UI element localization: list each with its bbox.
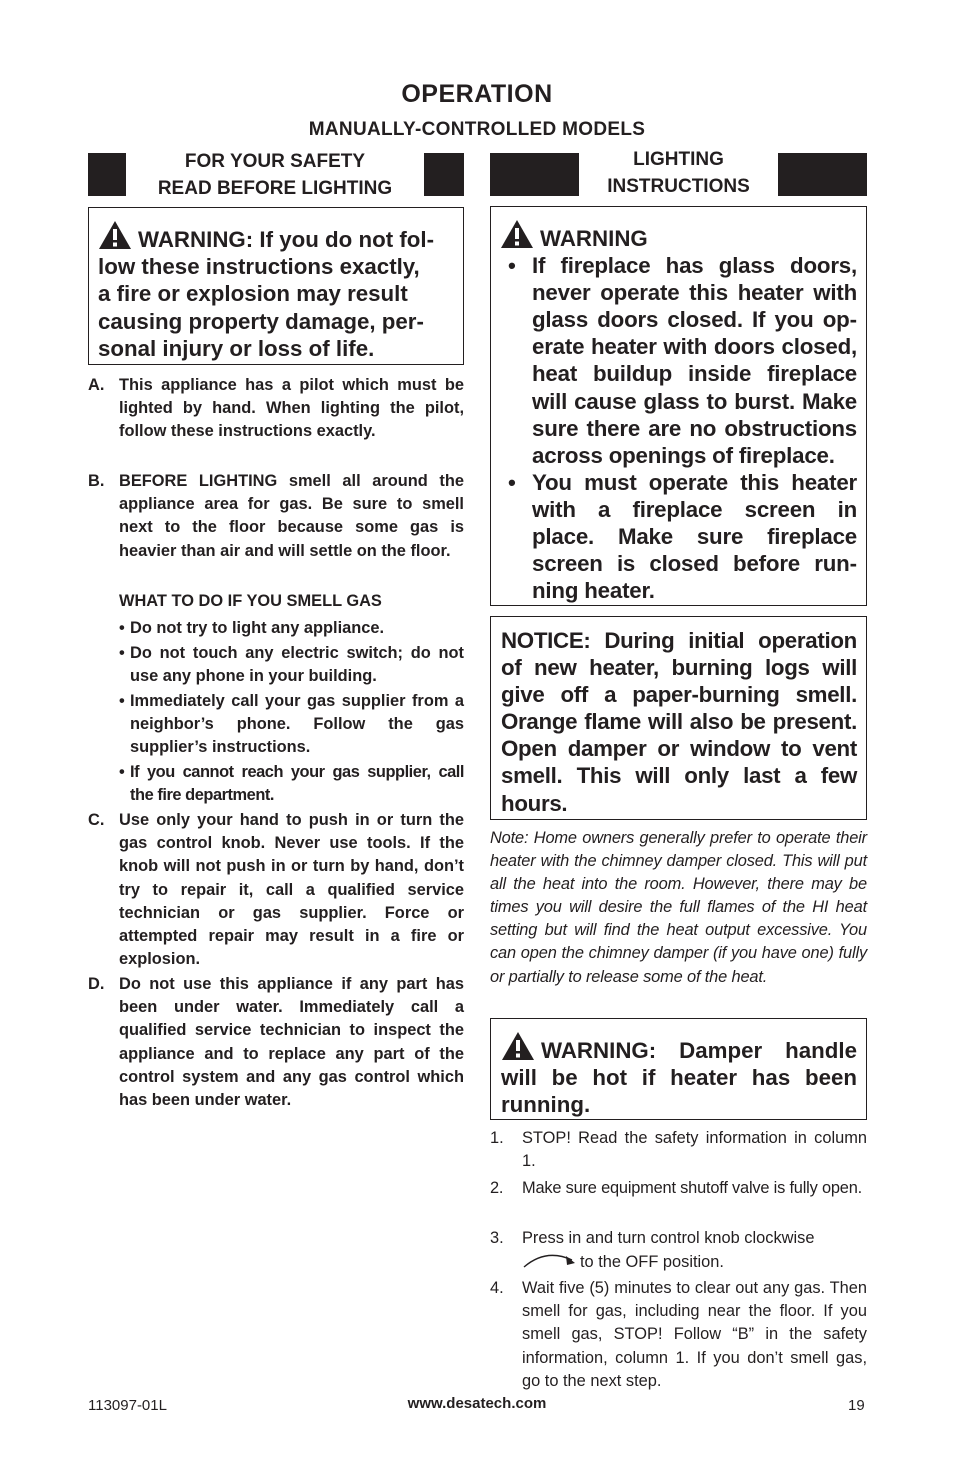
warning-bullet: • You must operate this heater with a fireplace screen in place. Make sure fireplace screen is closed before running heater.: [508, 469, 857, 604]
document-number: 113097-01L: [88, 1397, 167, 1414]
smell-gas-bullet: • If you cannot reach your gas supplier, call the fire department.: [119, 763, 464, 805]
instruction-item-a: A. This appliance has a pilot which must be lighted by hand. When lighting the pilot, follow these instructions exactly.: [88, 376, 464, 441]
section-header-lighting: LIGHTING INSTRUCTIONS: [607, 149, 750, 197]
instruction-item-c: C. Use only your hand to push in or turn the gas control knob. Never use tools. If the knob will not push in or turn by hand, don’t try to repair it, call a qualified service technician or gas supplier. Force or attempted repair may result in a fire or explosion.: [88, 811, 464, 969]
section-header-safety: FOR YOUR SAFETY READ BEFORE LIGHTING: [157, 151, 393, 199]
page-title: OPERATION: [401, 80, 553, 108]
warning-bullet: • If fireplace has glass doors, never operate this heater with glass doors closed. If you operate heater with doors closed, heat buildup inside fireplace will cause glass to burst. Make sure there are no obstructions across openings of fireplace.: [508, 253, 857, 468]
smell-gas-bullet: • Do not touch any electric switch; do not use any phone in your building.: [119, 644, 464, 686]
smell-gas-bullet: • Immediately call your gas supplier from a neighbor’s phone. Follow the gas supplier’s instructions.: [119, 692, 464, 757]
lighting-step-3: 3. Press in and turn control knob clockwise to the OFF position.: [490, 1229, 815, 1272]
page-subtitle: MANUALLY-CONTROLLED MODELS: [308, 119, 646, 140]
smell-gas-heading: WHAT TO DO IF YOU SMELL GAS: [119, 592, 382, 610]
header-bar-right-a: [490, 153, 579, 196]
warning-box-damper: WARNING: Damper handle will be hot if heater has been running.: [490, 1018, 867, 1120]
warning-box-explosion: WARNING: If you do not fol- low these instructions exactly, a fire or explosion may result causing property damage, per- sonal injury or loss of life.: [88, 207, 464, 365]
lighting-step-4: 4. Wait five (5) minutes to clear out any gas. Then smell for gas, including near the floor. If you smell gas, STOP! Follow “B” in the safety information, column 1. If you don’t smell gas, go to the next step.: [490, 1279, 867, 1390]
instruction-item-d: D. Do not use this appliance if any part has been under water. Immediately call a qualified service technician to inspect the appliance and to replace any part of the control system and any gas control which has been under water.: [88, 975, 464, 1110]
clockwise-arrow-icon: [522, 1250, 580, 1270]
warning-triangle-icon: [501, 1031, 535, 1061]
page-number: 19: [848, 1397, 865, 1414]
homeowner-note: Note: Home owners generally prefer to operate their heater with the chimney damper closed. This will put all the heat into the room. However, there may be times you will desire the full flames of the HI heat setting but will find the heat output excessive. You can open the chimney damper (if you have one) fully or partially to release some of the heat.: [490, 829, 867, 986]
website-link[interactable]: www.desatech.com: [407, 1395, 547, 1412]
warning-triangle-icon: [500, 219, 534, 249]
notice-box: NOTICE: During initial operation of new heater, burning logs will give off a paper-burning smell. Orange flame will also be present. Open damper or window to vent smell. This will only last a few hours.: [490, 616, 867, 820]
instruction-item-b: B. BEFORE LIGHTING smell all around the appliance area for gas. Be sure to smell next to the floor because some gas is heavier than air and will settle on the floor.: [88, 472, 464, 560]
header-bar-left-b: [424, 153, 464, 196]
lighting-step-1: 1. STOP! Read the safety information in column 1.: [490, 1129, 867, 1171]
smell-gas-bullet: • Do not try to light any appliance.: [119, 619, 385, 637]
warning-box-glass-doors: WARNING • If fireplace has glass doors, never operate this heater with glass doors closed. If you operate heater with doors closed, heat buildup inside fireplace will cause glass to burst. Make sure there are no obstructions across openings of fireplace. • You must operate this heater with a fireplace screen in place. Make sure fireplace screen is closed before running heater.: [490, 206, 867, 606]
warning-triangle-icon: [98, 220, 132, 250]
header-bar-right-b: [778, 153, 867, 196]
header-bar-left-a: [88, 153, 126, 196]
lighting-step-2: 2. Make sure equipment shutoff valve is fully open.: [490, 1179, 862, 1197]
